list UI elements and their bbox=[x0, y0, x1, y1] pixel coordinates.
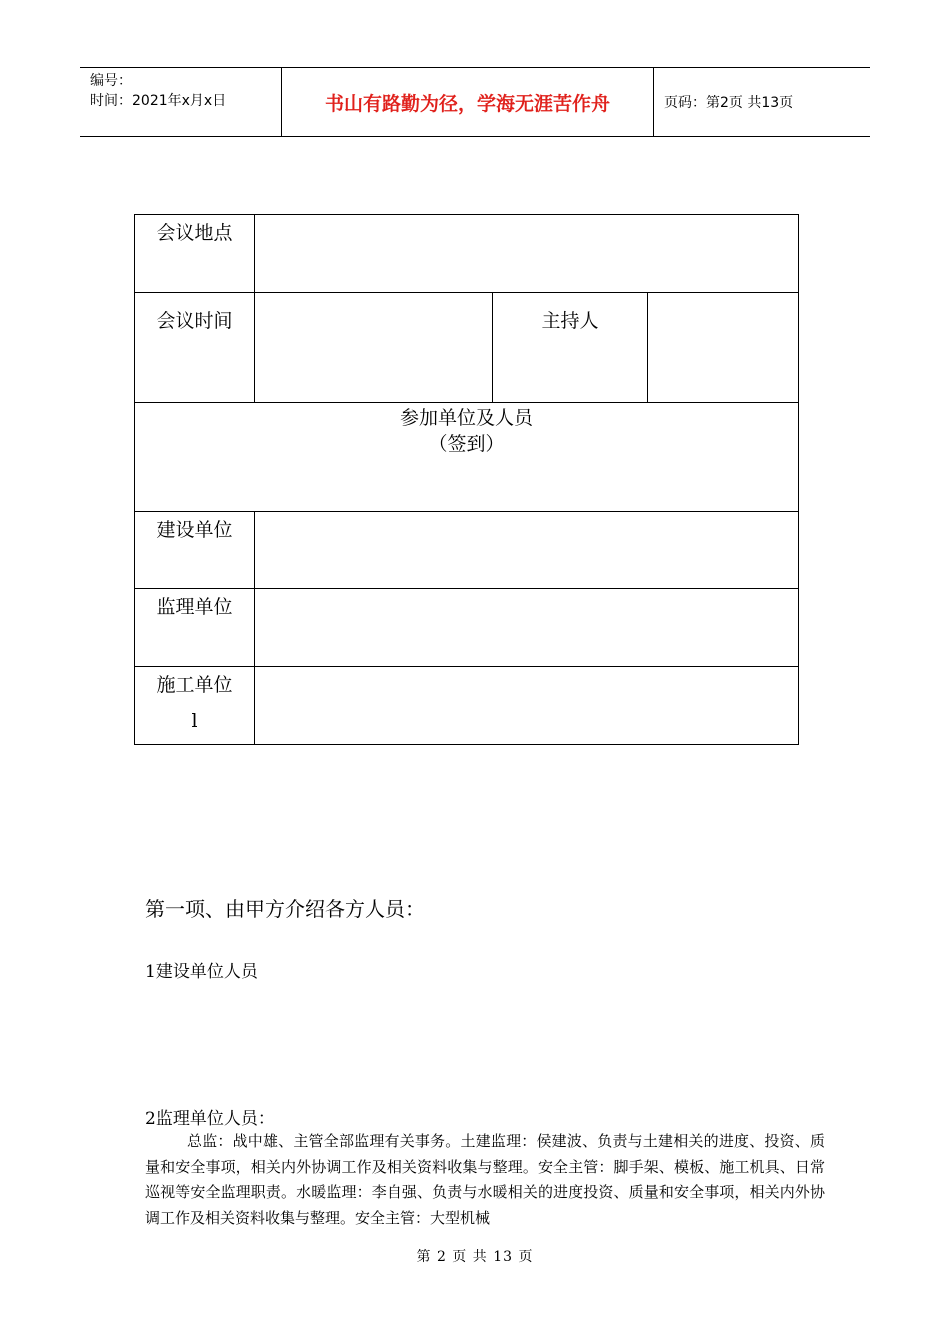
page-header bbox=[80, 67, 870, 137]
contractor-unit-label: 施工单位 bbox=[156, 674, 233, 696]
attendees-section bbox=[135, 403, 799, 512]
header-motto: 书山有路勤为径，学海无涯苦作舟 bbox=[282, 68, 654, 136]
attendees-note: （签到） bbox=[428, 433, 505, 455]
location-field[interactable] bbox=[255, 215, 799, 293]
time-label: 会议时间 bbox=[135, 293, 255, 403]
contractor-unit-field[interactable] bbox=[255, 667, 799, 745]
location-label: 会议地点 bbox=[135, 215, 255, 293]
section-title: 第一项、由甲方介绍各方人员： bbox=[145, 897, 425, 921]
supervisor-unit-field[interactable] bbox=[255, 589, 799, 667]
host-field[interactable] bbox=[648, 293, 799, 403]
item-owner-staff: 1建设单位人员 bbox=[145, 962, 258, 982]
header-meta-cell bbox=[80, 68, 282, 136]
time-field[interactable] bbox=[255, 293, 493, 403]
meeting-record-table bbox=[134, 214, 799, 745]
owner-unit-field[interactable] bbox=[255, 512, 799, 589]
item-supervisor-staff: 2监理单位人员： bbox=[145, 1109, 275, 1129]
attendees-title: 参加单位及人员 bbox=[400, 407, 534, 429]
supervisor-unit-label: 监理单位 bbox=[135, 589, 255, 667]
supervisor-staff-paragraph: 总监：战中雄、主管全部监理有关事务。土建监理：侯建波、负责与土建相关的进度、投资、质量和安全事项，相关内外协调工作及相关资料收集与整理。安全主管：脚手架、模板、施工机具、日常巡视等安全监理职责。水暖监理：李自强、负责与水暖相关的进度投资、质量和安全事项，相关内外协调工作及相关资料收集与整理。安全主管：大型机械 bbox=[145, 1132, 825, 1227]
contractor-unit-suffix: l bbox=[191, 710, 198, 732]
document-date-label: 时间：2021年x月x日 bbox=[90, 93, 227, 109]
contractor-unit-cell bbox=[135, 667, 255, 745]
header-page-info: 页码：第2页 共13页 bbox=[664, 95, 794, 111]
owner-unit-label: 建设单位 bbox=[135, 512, 255, 589]
page-footer: 第 2 页 共 13 页 bbox=[416, 1249, 534, 1265]
host-label: 主持人 bbox=[493, 293, 648, 403]
document-number-label: 编号： bbox=[90, 73, 132, 89]
